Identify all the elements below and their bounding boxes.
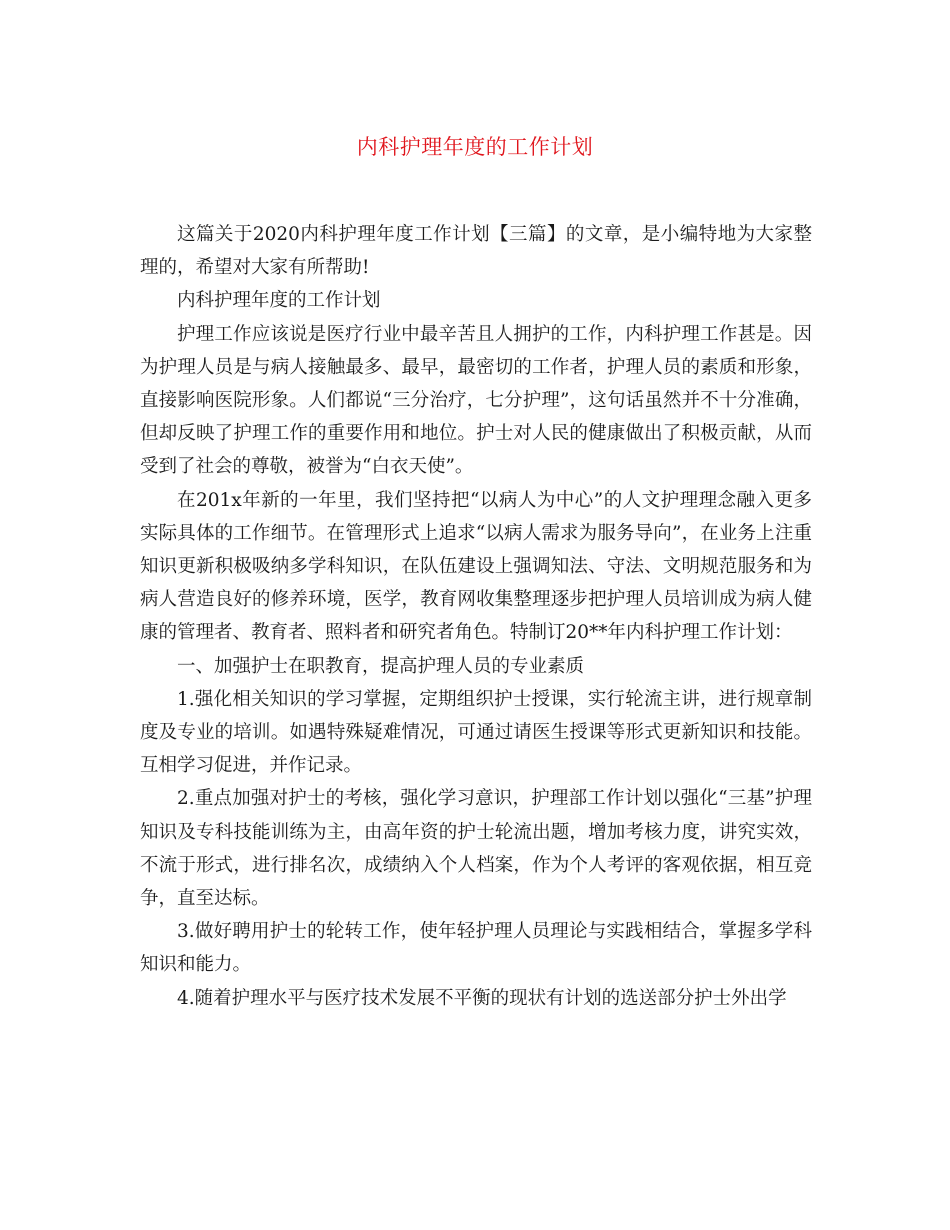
document-body xyxy=(140,218,812,1015)
paragraph-annual-goals: 在201x年新的一年里，我们坚持把“以病人为中心”的人文护理理念融入更多实际具体的工作细节。在管理形式上追求“以病人需求为服务导向”，在业务上注重知识更新积极吸纳多学科知识，在队伍建设上强调知法、守法、文明规范服务和为病人营造良好的修养环境，医学，教育网收集整理逐步把护理人员培训成为病人健康的管理者、教育者、照料者和研究者角色。特制订20**年内科护理工作计划： xyxy=(140,489,812,644)
list-item-2: 2.重点加强对护士的考核，强化学习意识，护理部工作计划以强化“三基”护理知识及专科技能训练为主，由高年资的护士轮流出题，增加考核力度，讲究实效，不流于形式，进行排名次，成绩纳入个人档案，作为个人考评的客观依据，相互竞争，直至达标。 xyxy=(140,788,812,910)
paragraph-nursing-importance: 护理工作应该说是医疗行业中最辛苦且人拥护的工作，内科护理工作甚是。因为护理人员是与病人接触最多、最早，最密切的工作者，护理人员的素质和形象，直接影响医院形象。人们都说“三分治疗，七分护理”，这句话虽然并不十分准确，但却反映了护理工作的重要作用和地位。护士对人民的健康做出了积极贡献，从而受到了社会的尊敬，被誉为“白衣天使”。 xyxy=(140,323,812,478)
list-item-3: 3.做好聘用护士的轮转工作，使年轻护理人员理论与实践相结合，掌握多学科知识和能力。 xyxy=(140,921,812,976)
section-heading-education: 一、加强护士在职教育，提高护理人员的专业素质 xyxy=(177,655,585,677)
paragraph-subtitle: 内科护理年度的工作计划 xyxy=(177,290,381,312)
document-title: 内科护理年度的工作计划 xyxy=(356,135,594,159)
list-item-1: 1.强化相关知识的学习掌握，定期组织护士授课，实行轮流主讲，进行规章制度及专业的培训。如遇特殊疑难情况，可通过请医生授课等形式更新知识和技能。互相学习促进，并作记录。 xyxy=(140,688,812,777)
list-item-4: 4.随着护理水平与医疗技术发展不平衡的现状有计划的选送部分护士外出学 xyxy=(177,987,787,1009)
paragraph-intro: 这篇关于2020内科护理年度工作计划【三篇】的文章，是小编特地为大家整理的，希望对大家有所帮助! xyxy=(140,224,812,279)
